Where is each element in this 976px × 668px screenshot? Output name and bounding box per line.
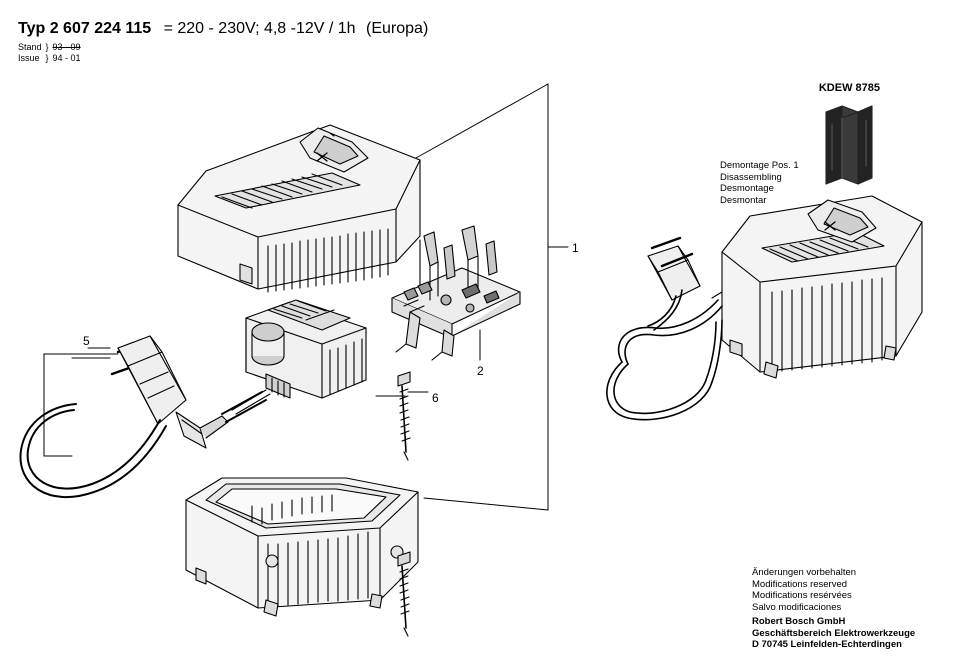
callout-5-leader xyxy=(44,348,118,456)
disassembly-line-es: Desmontar xyxy=(720,194,767,206)
disassembly-line-fr: Desmontage xyxy=(720,183,774,194)
disassembly-line-en: Disassembling xyxy=(720,171,782,183)
kdew-tool xyxy=(826,106,872,184)
assembled-charger-cord xyxy=(607,238,722,420)
mains-cord-and-plug xyxy=(20,336,266,497)
title-electrical-spec: = 220 - 230V; 4,8 -12V / 1h xyxy=(163,20,356,37)
footer-company-address: D 70745 Leinfelden-Echterdingen xyxy=(752,639,902,650)
charger-top-housing xyxy=(178,125,420,289)
callout-2: 2 xyxy=(477,364,484,378)
issue-label: Issue xyxy=(18,53,40,63)
footer-disclaimer-es: Salvo modificaciones xyxy=(752,601,842,613)
callout-6: 6 xyxy=(432,391,439,405)
title-type-number: Typ 2 607 224 115 xyxy=(18,20,152,37)
disassembly-line-de: Demontage Pos. 1 xyxy=(720,160,799,171)
screw-upper xyxy=(398,372,410,460)
accessory-code-label: KDEW 8785 xyxy=(818,82,880,94)
callout-5: 5 xyxy=(83,334,90,348)
title-region: (Europa) xyxy=(366,20,429,37)
issue-value: 94 - 01 xyxy=(52,53,81,63)
callout-1: 1 xyxy=(572,241,579,255)
footer-company-division: Geschäftsbereich Elektrowerkzeuge xyxy=(752,627,916,639)
footer-company-name: Robert Bosch GmbH xyxy=(752,616,846,627)
stand-value: 93 - 09 xyxy=(52,42,81,52)
footer-disclaimer-fr: Modifications resérvées xyxy=(752,590,852,601)
stand-label: Stand xyxy=(18,42,42,52)
revision-block: Stand } 93 - 09 Issue } 94 - 01 xyxy=(18,42,81,63)
footer-disclaimer-de: Änderungen vorbehalten xyxy=(752,567,857,578)
footer-disclaimer-en: Modifications reserved xyxy=(752,578,848,590)
